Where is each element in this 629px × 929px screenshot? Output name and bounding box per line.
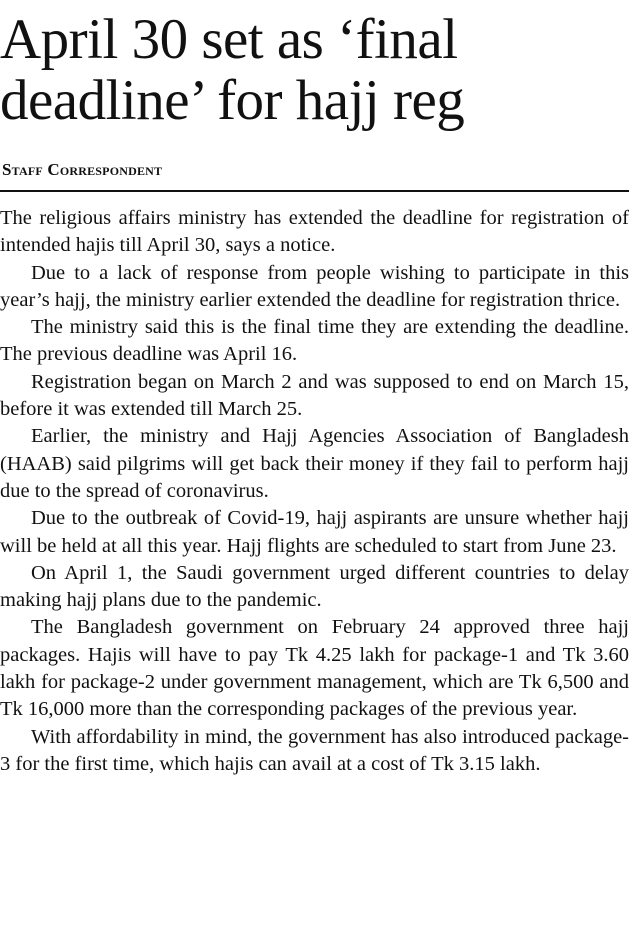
paragraph: With affordability in mind, the government has also introduced package-3 for the first time, which hajis can avail at a cost of Tk 3.15 lakh. <box>0 725 629 775</box>
paragraph: The ministry said this is the final time they are extending the deadline. The previous deadline was April 16. <box>0 316 629 366</box>
headline <box>0 9 629 131</box>
headline-line-2: deadline’ for hajj reg <box>0 69 465 132</box>
paragraph: The Bangladesh government on February 24 approved three hajj packages. Hajis will have to pay Tk 4.25 lakh for package-1 and Tk 3.60 lakh for package-2 under government management, which are Tk 6,500 and Tk 16,000 more than the corresponding packages of the previous year. <box>0 616 629 721</box>
paragraph: The religious affairs ministry has extended the deadline for registration of intended hajis till April 30, says a notice. <box>0 207 629 257</box>
byline: Staff Correspondent <box>2 160 163 179</box>
article-body <box>0 205 629 778</box>
paragraph: Due to the outbreak of Covid-19, hajj aspirants are unsure whether hajj will be held at all this year. Hajj flights are scheduled to start from June 23. <box>0 507 629 557</box>
paragraph: On April 1, the Saudi government urged different countries to delay making hajj plans due to the pandemic. <box>0 561 629 612</box>
headline-line-1: April 30 set as ‘final <box>0 8 458 71</box>
paragraph: Registration began on March 2 and was supposed to end on March 15, before it was extended till March 25. <box>0 370 629 421</box>
paragraph: Earlier, the ministry and Hajj Agencies Association of Bangladesh (HAAB) said pilgrims will get back their money if they fail to perform hajj due to the spread of coronavirus. <box>0 425 629 502</box>
divider-rule <box>0 190 629 192</box>
paragraph: Due to a lack of response from people wishing to participate in this year’s hajj, the ministry earlier extended the deadline for registration thrice. <box>0 261 629 311</box>
